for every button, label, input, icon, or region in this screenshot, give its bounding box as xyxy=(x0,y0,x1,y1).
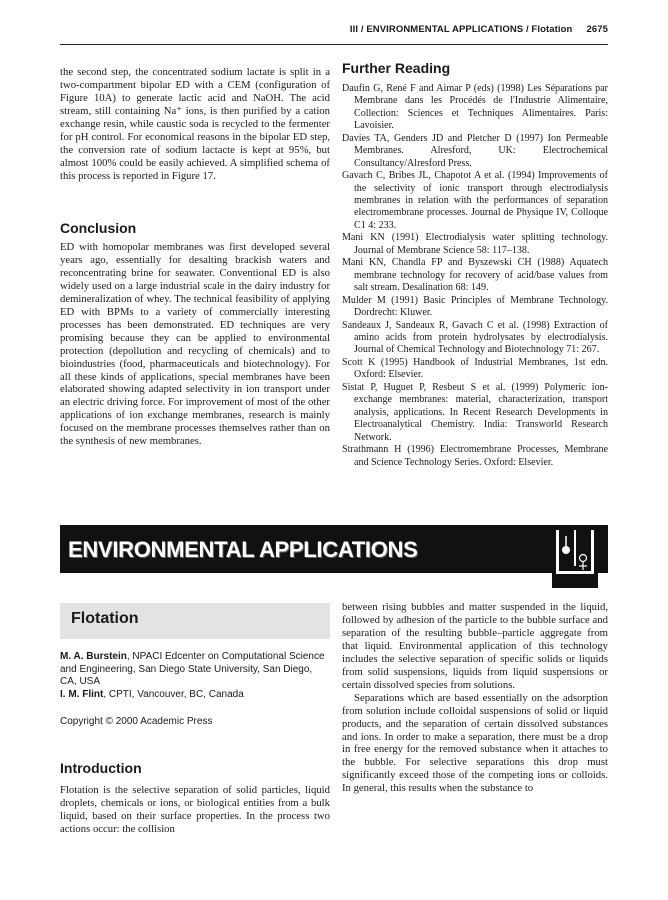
reference-item: Davies TA, Genders JD and Pletcher D (1997) Ion Permeable Membranes. Alresford, UK: Electrochemical Consultancy/Alresford Press. xyxy=(342,132,608,169)
article-title: Flotation xyxy=(71,610,139,627)
further-reading-heading: Further Reading xyxy=(342,60,451,76)
reference-item: Gavach C, Bribes JL, Chapotot A et al. (1994) Improvements of the selectivity of ionic transport through electrodialysis membranes in relation with the performances of separation electromembrane processes. Journal de Physique IV, Colloque C1 4: 233. xyxy=(342,170,608,231)
author-2-name: I. M. Flint xyxy=(60,688,104,700)
conclusion-paragraph: ED with homopolar membranes was first developed several years ago, essentially for desalting brackish waters and reconcentrating brine for seawater. Conventional ED is also widely used on a large industrial scale in the dairy industry for demineralization of whey. The technical feasibility of applying ED with BPMs to a variety of commercially interesting processes has been demonstrated. ED techniques are very promising because they can be applied to environmental protection (depollution and recycling of chemicals) and to bioindustries (food, pharmaceuticals and biotechnology). For all these kinds of applications, special membranes have been elaborated showing adapted selectivity in ion transport under an electric driving force. For improvement of most of the other applications of ion exchange membranes, research is mainly focused on the membrane processes themselves rather than on the synthesis of new membranes. xyxy=(60,241,330,448)
reference-item: Daufin G, René F and Aimar P (eds) (1998) Les Séparations par Membrane dans les Procédés de l'Industrie Alimentaire, Collection: Sciences et Techniques Alimentaires. Paris: Lavoisier. xyxy=(342,82,608,132)
page-number: 2675 xyxy=(586,24,608,35)
author-1-name: M. A. Burstein xyxy=(60,651,127,662)
introduction-body xyxy=(60,784,330,836)
article-title-box xyxy=(60,603,330,639)
reference-item: Sandeaux J, Sandeaux R, Gavach C et al. (1998) Extraction of amino acids from protein hydrolysates by electrodialysis. Journal of Chemical Technology and Biotechnology 71: 267. xyxy=(342,319,608,356)
reference-item: Scott K (1995) Handbook of Industrial Membranes, 1st edn. Oxford: Elsevier. xyxy=(342,356,608,381)
further-reading xyxy=(342,62,608,469)
running-head xyxy=(60,24,608,45)
conclusion-body xyxy=(60,241,330,448)
reference-item: Sistat P, Huguet P, Resbeut S et al. (1999) Polymeric ion-exchange membranes: material, characterization, transport analysis, applications. In Recent Research Developments in Electroanalytical Chemistry. India: Transworld Research Network. xyxy=(342,381,608,443)
reference-item: Strathmann H (1996) Electromembrane Processes, Membrane and Science Technology Series. Oxford: Elsevier. xyxy=(342,444,608,468)
reference-item: Mani KN (1991) Electrodialysis water splitting technology. Journal of Membrane Science 58: 117–138. xyxy=(342,232,608,256)
right-column-bottom xyxy=(342,601,608,795)
section-banner xyxy=(60,525,608,573)
paragraph-adsorption: Separations which are based essentially on the adsorption from solution include colloidal suspensions of solid or liquid products, and the separation of certain dissolved substances and ions. In order to make a separation, there must be a drop in free energy for the removed substance when it attaches to the bubble. For selective separations this drop must significantly exceed those of the competing ions or colloids. In general, this results when the substance to xyxy=(342,691,608,795)
introduction-paragraph: Flotation is the selective separation of solid particles, liquid droplets, chemicals or ions, or biological entities from a bulk liquid, based on their surface properties. In the process two actions occur: the collision xyxy=(60,784,330,835)
reference-item: Mulder M (1991) Basic Principles of Membrane Technology. Dordrecht: Kluwer. xyxy=(342,294,608,319)
author-2-affiliation: , CPTI, Vancouver, BC, Canada xyxy=(103,688,244,700)
author-block xyxy=(60,651,330,701)
flotation-cell-icon xyxy=(552,528,598,588)
author-1 xyxy=(60,651,330,689)
conclusion-heading: Conclusion xyxy=(60,220,137,236)
banner-title: ENVIRONMENTAL APPLICATIONS xyxy=(68,537,418,562)
paragraph-lactate: the second step, the concentrated sodium lactate is split in a two-compartment bipolar ED with a CEM (configuration of Figure 10A) to generate lactic acid and NaOH. The acid stream, still containing Na⁺ ions, is then purified by a cation exchange resin, while caustic soda is recycled to the fermenter for pH control. For economical reasons in the bipolar ED step, the conversion rate of sodium lactacte is kept at 95%, but almost 100% could be easily achieved. A simplified schema of this process is reported in Figure 17. xyxy=(60,66,330,182)
left-column-top xyxy=(60,66,330,183)
running-title: III / ENVIRONMENTAL APPLICATIONS / Flotation xyxy=(349,24,573,35)
author-2 xyxy=(60,689,330,702)
reference-list xyxy=(342,83,608,469)
copyright-line: Copyright © 2000 Academic Press xyxy=(60,716,213,727)
paragraph-bubbles: between rising bubbles and matter suspended in the liquid, followed by adhesion of the particle to the bubble surface and separation of the resulting bubble–particle aggregate from that liquid. Environmental application of this technology includes the selective separation of specific solids or liquids from solid suspensions, liquids from liquid suspensions or certain dissolved species from solutions. xyxy=(342,601,608,691)
author-1-affiliation: , NPACI Edcenter on Computational Science and Engineering, San Diego State University, San Diego, CA, USA xyxy=(60,651,325,687)
introduction-heading: Introduction xyxy=(60,760,142,776)
reference-item: Mani KN, Chandla FP and Byszewski CH (1988) Aquatech membrane technology for recovery of acid/base values from salt stream. Desalination 68: 149. xyxy=(342,257,608,294)
